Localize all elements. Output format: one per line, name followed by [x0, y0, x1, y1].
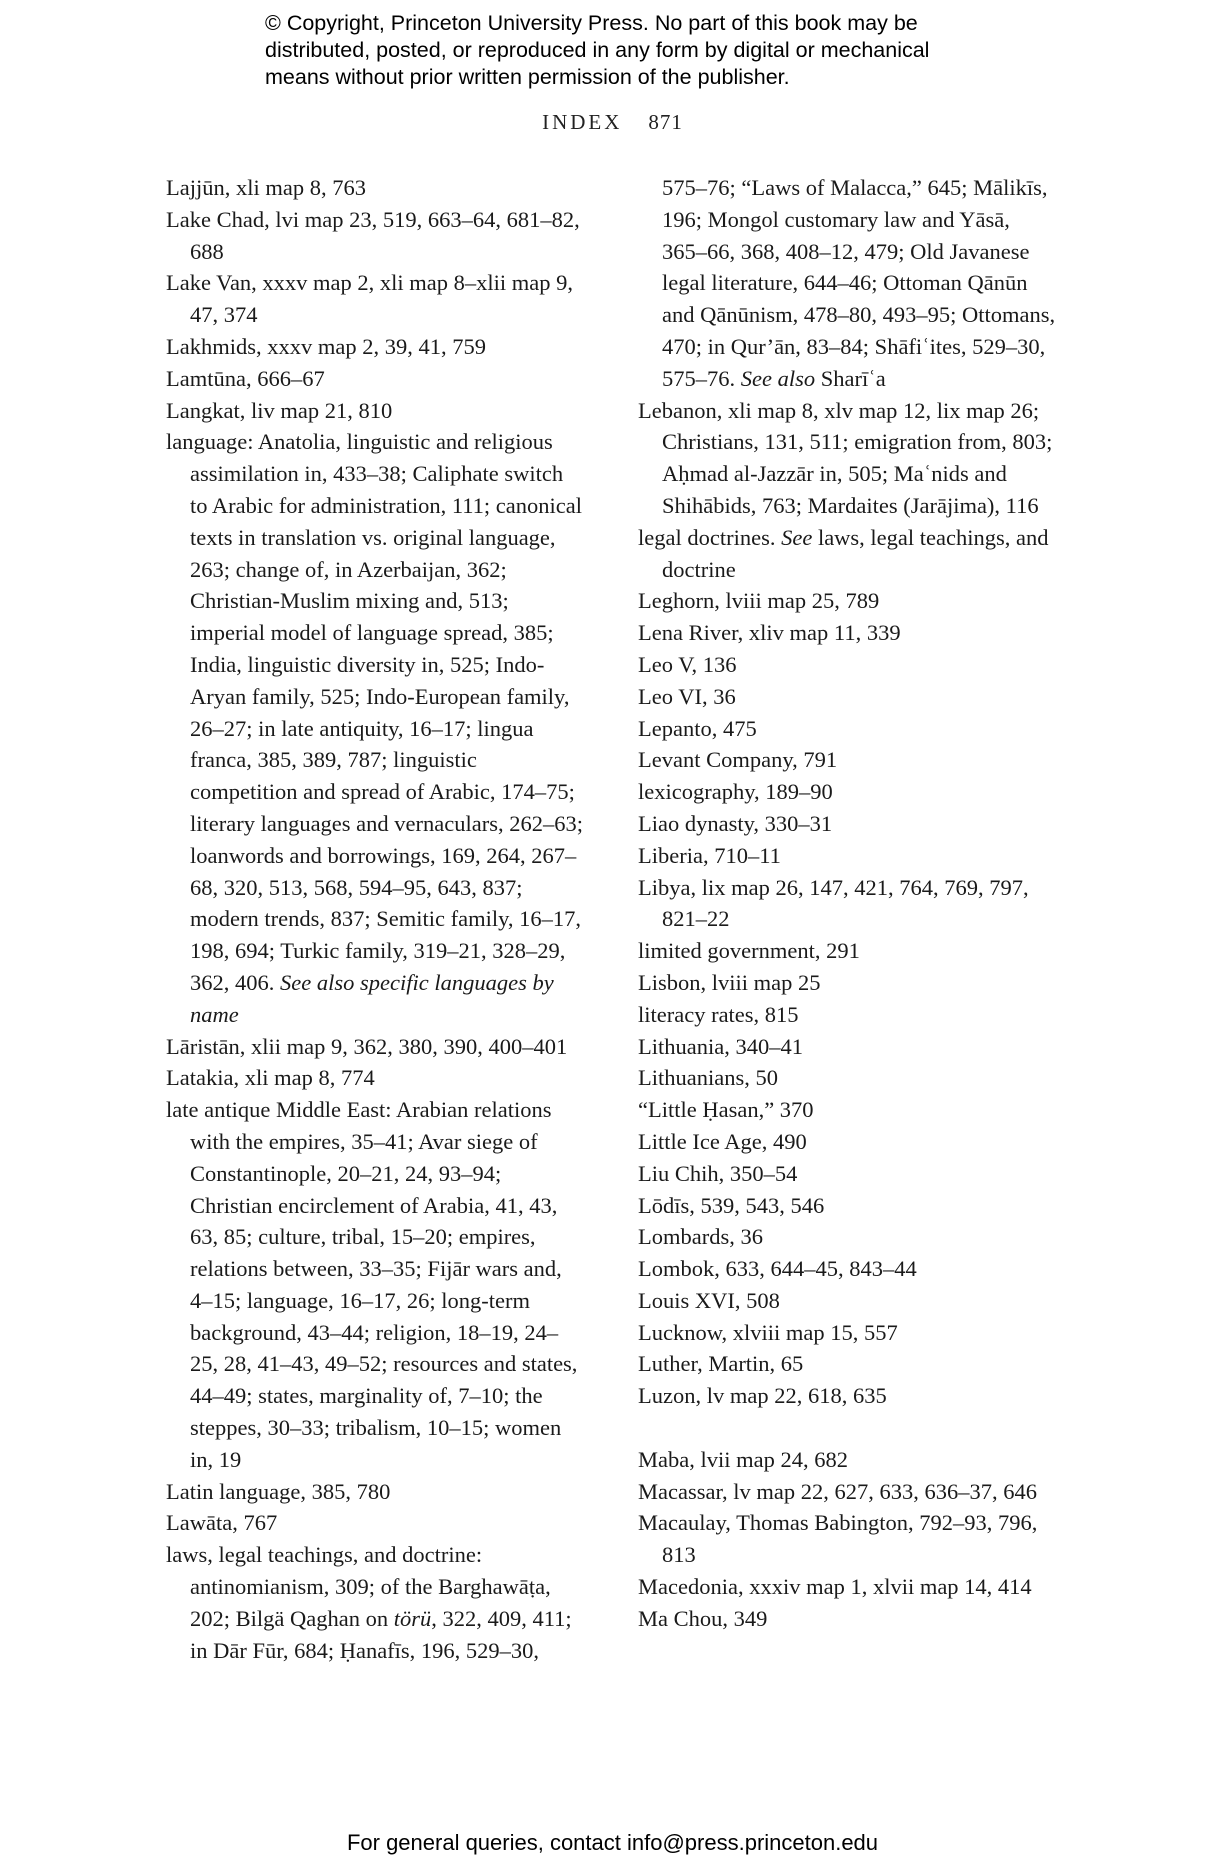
- index-entry: [638, 1094, 1058, 1126]
- index-entry: [638, 744, 1058, 776]
- index-entry: [638, 1062, 1058, 1094]
- entry-text: Leo VI, 36: [638, 683, 736, 709]
- entry-text: Lōdīs, 539, 543, 546: [638, 1192, 825, 1218]
- entry-text: Lepanto, 475: [638, 715, 757, 741]
- entry-text: Sharīʿa: [815, 365, 886, 391]
- entry-text: Lake Chad, lvi map 23, 519, 663–64, 681–82, 688: [166, 206, 580, 264]
- entry-text: Latin language, 385, 780: [166, 1478, 391, 1504]
- entry-text: Libya, lix map 26, 147, 421, 764, 769, 797, 821–22: [638, 874, 1029, 932]
- index-entry: [166, 1031, 586, 1063]
- index-entry: [638, 681, 1058, 713]
- index-entry: [166, 267, 586, 331]
- index-entry: [638, 522, 1058, 586]
- entry-text: “Little Ḥasan,” 370: [638, 1097, 814, 1123]
- entry-text: Lakhmids, xxxv map 2, 39, 41, 759: [166, 333, 486, 359]
- entry-text: laws, legal teachings, and doctrine: [662, 524, 1049, 582]
- entry-text: Leghorn, lviii map 25, 789: [638, 588, 880, 614]
- entry-italic-text: See: [781, 524, 813, 550]
- index-entry: [638, 585, 1058, 617]
- entry-text: lexicography, 189–90: [638, 779, 833, 805]
- index-entry: [638, 1603, 1058, 1635]
- entry-text: Lena River, xliv map 11, 339: [638, 620, 901, 646]
- entry-text: Luther, Martin, 65: [638, 1351, 804, 1377]
- index-entry: [638, 808, 1058, 840]
- index-entry: [166, 1507, 586, 1539]
- entry-italic-text: See also: [740, 365, 816, 391]
- index-entry: [638, 1253, 1058, 1285]
- entry-italic-text: See also specific languages by name: [190, 969, 554, 1027]
- entry-text: limited government, 291: [638, 938, 860, 964]
- index-entry: [638, 872, 1058, 936]
- index-entry: [638, 776, 1058, 808]
- index-entry: [166, 172, 586, 204]
- copyright-notice: [265, 10, 1025, 91]
- index-entry: [638, 1190, 1058, 1222]
- entry-text: Lāristān, xlii map 9, 362, 380, 390, 400–401: [166, 1033, 568, 1059]
- entry-text: language: Anatolia, linguistic and religious assimilation in, 433–38; Caliphate switch to Arabic for administration, 111; canonical texts in translation vs. original language, 263; change of, in Azerbaijan, 362; Christian-Muslim mixing and, 513; imperial model of language spread, 385; India, linguistic diversity in, 525; Indo-Aryan family, 525; Indo-European family, 26–27; in late antiquity, 16–17; lingua franca, 385, 389, 787; linguistic competition and spread of Arabic, 174–75; literary languages and vernaculars, 262–63; loanwords and borrowings, 169, 264, 267–68, 320, 513, 568, 594–95, 643, 837; modern trends, 837; Semitic family, 16–17, 198, 694; Turkic family, 319–21, 328–29, 362, 406.: [166, 429, 583, 995]
- entry-text: Luzon, lv map 22, 618, 635: [638, 1383, 887, 1409]
- entry-italic-text: törü: [393, 1605, 432, 1631]
- index-entry: [638, 649, 1058, 681]
- entry-text: laws, legal teachings, and doctrine: antinomianism, 309; of the Barghawāṭa, 202; Bilgä Qaghan on: [166, 1542, 551, 1631]
- entry-text: Lucknow, xlviii map 15, 557: [638, 1319, 898, 1345]
- index-entry: [638, 617, 1058, 649]
- index-entry: [166, 1062, 586, 1094]
- entry-text: Latakia, xli map 8, 774: [166, 1065, 375, 1091]
- entry-text: late antique Middle East: Arabian relations with the empires, 35–41; Avar siege of Constantinople, 20–21, 24, 93–94; Christian encirclement of Arabia, 41, 43, 63, 85; culture, tribal, 15–20; empires, relations between, 33–35; Fijār wars and, 4–15; language, 16–17, 26; long-term background, 43–44; religion, 18–19, 24–25, 28, 41–43, 49–52; resources and states, 44–49; states, marginality of, 7–10; the steppes, 30–33; tribalism, 10–15; women in, 19: [166, 1097, 578, 1472]
- entry-text: Lithuania, 340–41: [638, 1033, 803, 1059]
- index-entry: [166, 426, 586, 1030]
- index-column-right: [638, 172, 1058, 1635]
- index-entry: [166, 204, 586, 268]
- entry-text: legal doctrines.: [638, 524, 782, 550]
- index-entry: [638, 1507, 1058, 1571]
- index-entry: [638, 713, 1058, 745]
- copyright-line: © Copyright, Princeton University Press. No part of this book may be: [265, 11, 918, 35]
- index-entry: [638, 1571, 1058, 1603]
- index-entry: [638, 1285, 1058, 1317]
- entry-text: Macaulay, Thomas Babington, 792–93, 796, 813: [638, 1510, 1038, 1568]
- entry-text: Little Ice Age, 490: [638, 1128, 807, 1154]
- index-entry: [166, 1539, 586, 1666]
- index-entry: [166, 395, 586, 427]
- entry-text: Liberia, 710–11: [638, 842, 781, 868]
- entry-text: Liu Chih, 350–54: [638, 1160, 798, 1186]
- index-entry: [638, 1348, 1058, 1380]
- index-entry: [638, 1317, 1058, 1349]
- page-number: 871: [648, 110, 683, 134]
- index-entry: [638, 1221, 1058, 1253]
- index-column-left: [166, 172, 586, 1666]
- index-entry: [638, 1126, 1058, 1158]
- entry-text: Lebanon, xli map 8, xlv map 12, lix map 26; Christians, 131, 511; emigration from, 803; Aḥmad al-Jazzār in, 505; Maʿnids and Shihābids, 763; Mardaites (Jarājima), 116: [638, 397, 1053, 518]
- entry-text: Leo V, 136: [638, 651, 737, 677]
- index-entry: [638, 1476, 1058, 1508]
- index-entry: [638, 999, 1058, 1031]
- index-entry: [166, 331, 586, 363]
- index-entry: [638, 1444, 1058, 1476]
- entry-text: Lamtūna, 666–67: [166, 365, 325, 391]
- index-entry: [638, 1158, 1058, 1190]
- entry-text: Lombok, 633, 644–45, 843–44: [638, 1256, 917, 1282]
- entry-text: Louis XVI, 508: [638, 1287, 780, 1313]
- entry-text: literacy rates, 815: [638, 1001, 799, 1027]
- index-entry: [638, 1031, 1058, 1063]
- index-entry: [166, 363, 586, 395]
- entry-text: Langkat, liv map 21, 810: [166, 397, 393, 423]
- running-head: [0, 110, 1225, 135]
- index-entry: [166, 1476, 586, 1508]
- entry-text: Levant Company, 791: [638, 747, 838, 773]
- entry-text: , 322, 409, 411; in Dār Fūr, 684; Ḥanafīs, 196, 529–30,: [190, 1605, 572, 1663]
- entry-text: Macedonia, xxxiv map 1, xlvii map 14, 414: [638, 1574, 1032, 1600]
- copyright-line: distributed, posted, or reproduced in any form by digital or mechanical: [265, 38, 930, 62]
- section-title: INDEX: [542, 110, 623, 134]
- index-entry: [166, 1094, 586, 1476]
- entry-text: Maba, lvii map 24, 682: [638, 1446, 848, 1472]
- copyright-line: means without prior written permission of the publisher.: [265, 65, 790, 89]
- entry-text: Ma Chou, 349: [638, 1605, 768, 1631]
- index-entry: [638, 172, 1058, 395]
- index-entry: [638, 935, 1058, 967]
- index-entry: [638, 967, 1058, 999]
- entry-text: Lake Van, xxxv map 2, xli map 8–xlii map 9, 47, 374: [166, 270, 574, 328]
- entry-text: Lisbon, lviii map 25: [638, 969, 821, 995]
- entry-text: Lombards, 36: [638, 1224, 763, 1250]
- index-entry: [638, 395, 1058, 522]
- footer-contact: For general queries, contact info@press.princeton.edu: [346, 1830, 879, 1855]
- entry-text: Macassar, lv map 22, 627, 633, 636–37, 646: [638, 1478, 1038, 1504]
- entry-text: Liao dynasty, 330–31: [638, 810, 833, 836]
- entry-text: 575–76; “Laws of Malacca,” 645; Mālikīs, 196; Mongol customary law and Yāsā, 365–66, 368, 408–12, 479; Old Javanese legal literature, 644–46; Ottoman Qānūn and Qānūnism, 478–80, 493–95; Ottomans, 470; in Qur’ān, 83–84; Shāfiʿites, 529–30, 575–76.: [662, 175, 1056, 391]
- entry-text: Lawāta, 767: [166, 1510, 278, 1536]
- entry-text: Lithuanians, 50: [638, 1065, 778, 1091]
- index-entry: [638, 840, 1058, 872]
- entry-text: Lajjūn, xli map 8, 763: [166, 175, 366, 200]
- index-entry: [638, 1380, 1058, 1412]
